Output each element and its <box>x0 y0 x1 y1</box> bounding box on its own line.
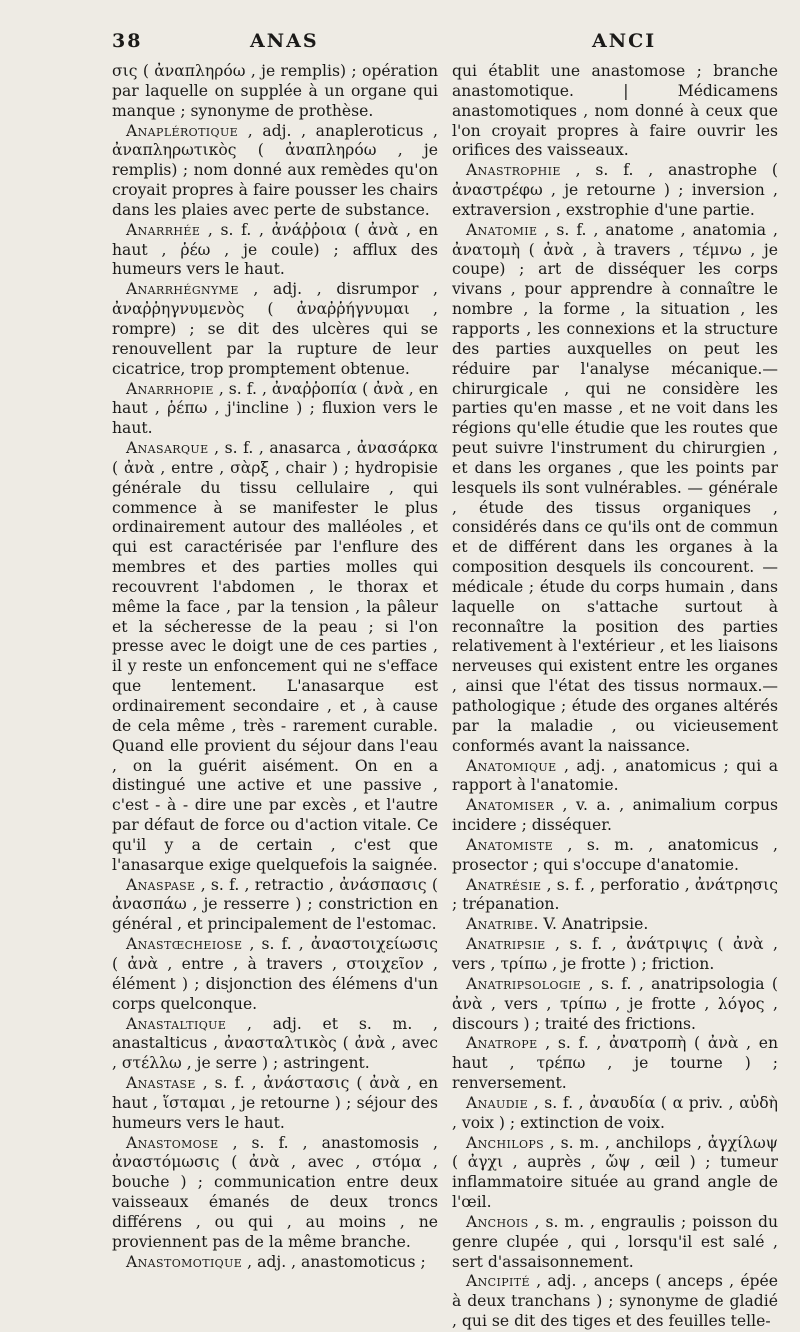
dictionary-entry <box>452 1272 778 1332</box>
dictionary-entry <box>452 935 778 975</box>
page-number: 38 <box>112 30 143 52</box>
dictionary-entry <box>112 876 438 936</box>
dictionary-entry <box>452 1213 778 1273</box>
entry-definition: , s. m. , engraulis ; poisson du genre clupée , qui , lorsqu'il est salé , sert d'assaisonnement. <box>452 1212 778 1271</box>
dictionary-entry <box>112 221 438 281</box>
dictionary-entry <box>112 1134 438 1253</box>
entry-definition: , s. f. , ἀνατροπὴ ( ἀνὰ , en haut , τρέπω , je tourne ) ; renversement. <box>452 1034 778 1093</box>
dictionary-entry <box>112 1015 438 1075</box>
entry-definition: , s. f. , ἀναστοιχείωσις ( ἀνὰ , entre , à travers , στοιχεῖον , élément ) ; disjonction des élémens d'un corps quelconque. <box>112 935 438 1013</box>
entry-headword: Anatrésie <box>466 875 542 894</box>
entry-definition: , s. m. , anchilops , ἀγχίλωψ ( ἀγχι , auprès , ὤψ , œil ) ; tumeur inflammatoire située au grand angle de l'œil. <box>452 1133 778 1212</box>
running-head-right: ANCI <box>592 30 657 52</box>
entry-headword: Anatrope <box>466 1034 538 1053</box>
dictionary-entry <box>452 796 778 836</box>
entry-headword: Anarrhégnyme <box>126 280 239 299</box>
entry-headword: Anaplérotique <box>126 121 239 140</box>
dictionary-entry <box>112 280 438 379</box>
entry-headword: Anastaltique <box>126 1014 227 1033</box>
entry-definition: , v. a. , animalium corpus incidere ; disséquer. <box>452 796 778 835</box>
dictionary-entry <box>452 1094 778 1134</box>
entry-definition: , s. f. , perforatio , ἀνάτρησις ; trépanation. <box>452 875 778 914</box>
entry-headword: Anatomiser <box>466 796 555 815</box>
dictionary-entry <box>112 1253 438 1273</box>
right-column <box>452 62 778 1332</box>
entry-headword: Anatomique <box>466 756 557 775</box>
page-header <box>0 30 800 58</box>
dictionary-entry <box>452 161 778 221</box>
dictionary-entry <box>112 122 438 221</box>
entry-headword: Anaudie <box>466 1093 529 1112</box>
dictionary-entry <box>112 1074 438 1134</box>
entry-definition: , s. m. , anatomicus , prosector ; qui s'occupe d'anatomie. <box>452 835 778 874</box>
dictionary-entry <box>452 836 778 876</box>
entry-definition: , adj. , anapleroticus , ἀναπληρωτικὸς ( ἀναπληρόω , je remplis) ; nom donné aux remèdes qu'on croyait propres à faire pousser les chairs dans les plaies avec perte de substance. <box>112 121 438 219</box>
entry-definition: , s. f. , ἀνάῤῥοια ( ἀνὰ , en haut , ῥέω , je coule) ; afflux des humeurs vers le haut. <box>112 220 438 279</box>
dictionary-entry <box>452 757 778 797</box>
entry-headword: Anastœcheiose <box>126 935 243 954</box>
dictionary-entry <box>452 876 778 916</box>
entry-definition: , s. f. , anatome , anatomia , ἀνατομὴ ( ἀνὰ , à travers , τέμνω , je coupe) ; art de disséquer les corps vivans , pour apprendre à connaître le nombre , la forme , la situation , les rapports , les connexions et la structure des parties auxquelles on peut les réduire par l'analyse mécanique.—chirurgicale , qui ne considère les parties qu'en masse , et ne voit dans les régions qu'elle étudie que les routes que peut suivre l'instrument du chirurgien , et dans les organes , que les points par lesquels ils sont vulnérables. — générale , étude des tissus organiques , considérés dans ce qu'ils ont de commun et de différent dans les organes à la composition desquels ils concourent. — médicale ; étude du corps humain , dans laquelle on s'attache surtout à reconnaître la position des parties relativement à l'extérieur , et les liaisons nerveuses qui existent entre les organes , ainsi que l'état des tissus normaux.—pathologique ; étude des organes altérés par la maladie , ou vicieusement conformés avant la naissance. <box>452 220 778 755</box>
entry-headword: Anatripsologie <box>466 974 582 993</box>
dictionary-entry <box>452 915 778 935</box>
entry-definition: , s. f. , ἀναῤῥοπία ( ἀνὰ , en haut , ῥέπω , j'incline ) ; fluxion vers le haut. <box>112 379 438 438</box>
dictionary-entry <box>452 975 778 1035</box>
entry-definition: , s. f. , anastomosis , ἀναστόμωσις ( ἀνὰ , avec , στόμα , bouche ) ; communication entre deux vaisseaux émanés de deux troncs différens , ou qui , au moins , ne proviennent pas de la même branche. <box>112 1133 438 1251</box>
dictionary-entry <box>112 935 438 1014</box>
entry-headword: Anatomiste <box>466 835 554 854</box>
entry-headword: Anastomotique <box>126 1252 243 1271</box>
entry-headword: Anarrhée <box>126 220 201 239</box>
dictionary-entry <box>112 439 438 876</box>
entry-definition: , s. f. , retractio , ἀνάσπασις ( ἀνασπάω , je resserre ) ; constriction en général , et principalement de l'estomac. <box>112 875 438 934</box>
entry-definition: , adj. , disrumpor , ἀναῤῥηγνυμενὸς ( ἀναῤῥήγνυμαι , rompre) ; se dit des ulcères qui se renouvellent par la rupture de leur cicatrice, trop promptement obtenue. <box>112 280 438 378</box>
dictionary-entry <box>452 62 778 161</box>
entry-headword: Anastase <box>126 1074 196 1093</box>
entry-headword: Anatribe <box>466 915 534 934</box>
entry-headword: Anastomose <box>126 1133 219 1152</box>
entry-headword: Ancipité <box>466 1272 530 1291</box>
entry-headword: Anatripsie <box>466 935 546 954</box>
entry-definition: , s. f. , anatripsologia ( ἀνὰ , vers , τρίπω , je frotte , λόγος , discours ) ; traité des frictions. <box>452 974 778 1033</box>
dictionary-entry <box>452 1134 778 1213</box>
running-head-left: ANAS <box>250 30 319 52</box>
entry-headword: Anatomie <box>466 220 538 239</box>
left-column <box>112 62 438 1272</box>
entry-headword: Anaspase <box>126 875 196 894</box>
entry-definition: , s. f. , ἀνάτριψις ( ἀνὰ , vers , τρίπω , je frotte ) ; friction. <box>452 935 778 973</box>
dictionary-entry <box>112 380 438 440</box>
entry-definition: , s. f. , ἀναυδία ( α priv. , αὐδὴ , voix ) ; extinction de voix. <box>452 1093 778 1132</box>
dictionary-entry <box>112 62 438 122</box>
entry-headword: Anastrophie <box>466 161 561 180</box>
entry-definition: , adj. , anceps ( anceps , épée à deux tranchans ) ; synonyme de gladié , qui se dit des tiges et des feuilles telle- <box>452 1272 778 1331</box>
entry-definition: σις ( ἀναπληρόω , je remplis) ; opération par laquelle on supplée à un organe qui manque ; synonyme de prothèse. <box>112 62 438 120</box>
entry-definition: qui établit une anastomose ; branche anastomotique. | Médicamens anastomotiques , nom donné à ceux que l'on croyait propres à faire ouvrir les orifices des vaisseaux. <box>452 62 778 160</box>
entry-definition: , s. f. , ἀνάστασις ( ἀνὰ , en haut , ἵσταμαι , je retourne ) ; séjour des humeurs vers le haut. <box>112 1074 438 1132</box>
entry-headword: Anchilops <box>466 1133 545 1152</box>
entry-definition: . V. Anatripsie. <box>533 915 649 934</box>
entry-headword: Anarrhopie <box>126 379 214 398</box>
entry-definition: , adj. , anastomoticus ; <box>242 1252 426 1271</box>
entry-definition: , s. f. , anastrophe ( ἀναστρέφω , je retourne ) ; inversion , extraversion , exstrophie d'une partie. <box>452 161 778 219</box>
entry-headword: Anchois <box>466 1212 529 1231</box>
entry-definition: , adj. , anatomicus ; qui a rapport à l'anatomie. <box>452 756 778 795</box>
entry-definition: , adj. et s. m. , anastalticus , ἀνασταλτικὸς ( ἀνὰ , avec , στέλλω , je serre ) ; astringent. <box>112 1014 438 1073</box>
entry-headword: Anasarque <box>126 439 209 458</box>
dictionary-entry <box>452 1034 778 1094</box>
entry-definition: , s. f. , anasarca , ἀνασάρκα ( ἀνὰ , entre , σὰρξ , chair ) ; hydropisie générale du tissu cellulaire , qui commence à se manifester le plus ordinairement autour des malléoles , et qui est caractérisée par l'enflure des membres et des parties molles qui recouvrent l'abdomen , le thorax et même la face , par la tension , la pâleur et la sécheresse de la peau ; si l'on presse avec le doigt une de ces parties , il y reste un enfoncement qui ne s'efface que lentement. L'anasarque est ordinairement secondaire , et , à cause de cela même , très - rarement curable. Quand elle provient du séjour dans l'eau , on la guérit aisément. On en a distingué une active et une passive , c'est - à - dire une par excès , et l'autre par défaut de force ou d'action vitale. Ce qu'il y a de certain , c'est que l'anasarque exige quelquefois la saignée. <box>112 439 438 874</box>
dictionary-entry <box>452 221 778 757</box>
